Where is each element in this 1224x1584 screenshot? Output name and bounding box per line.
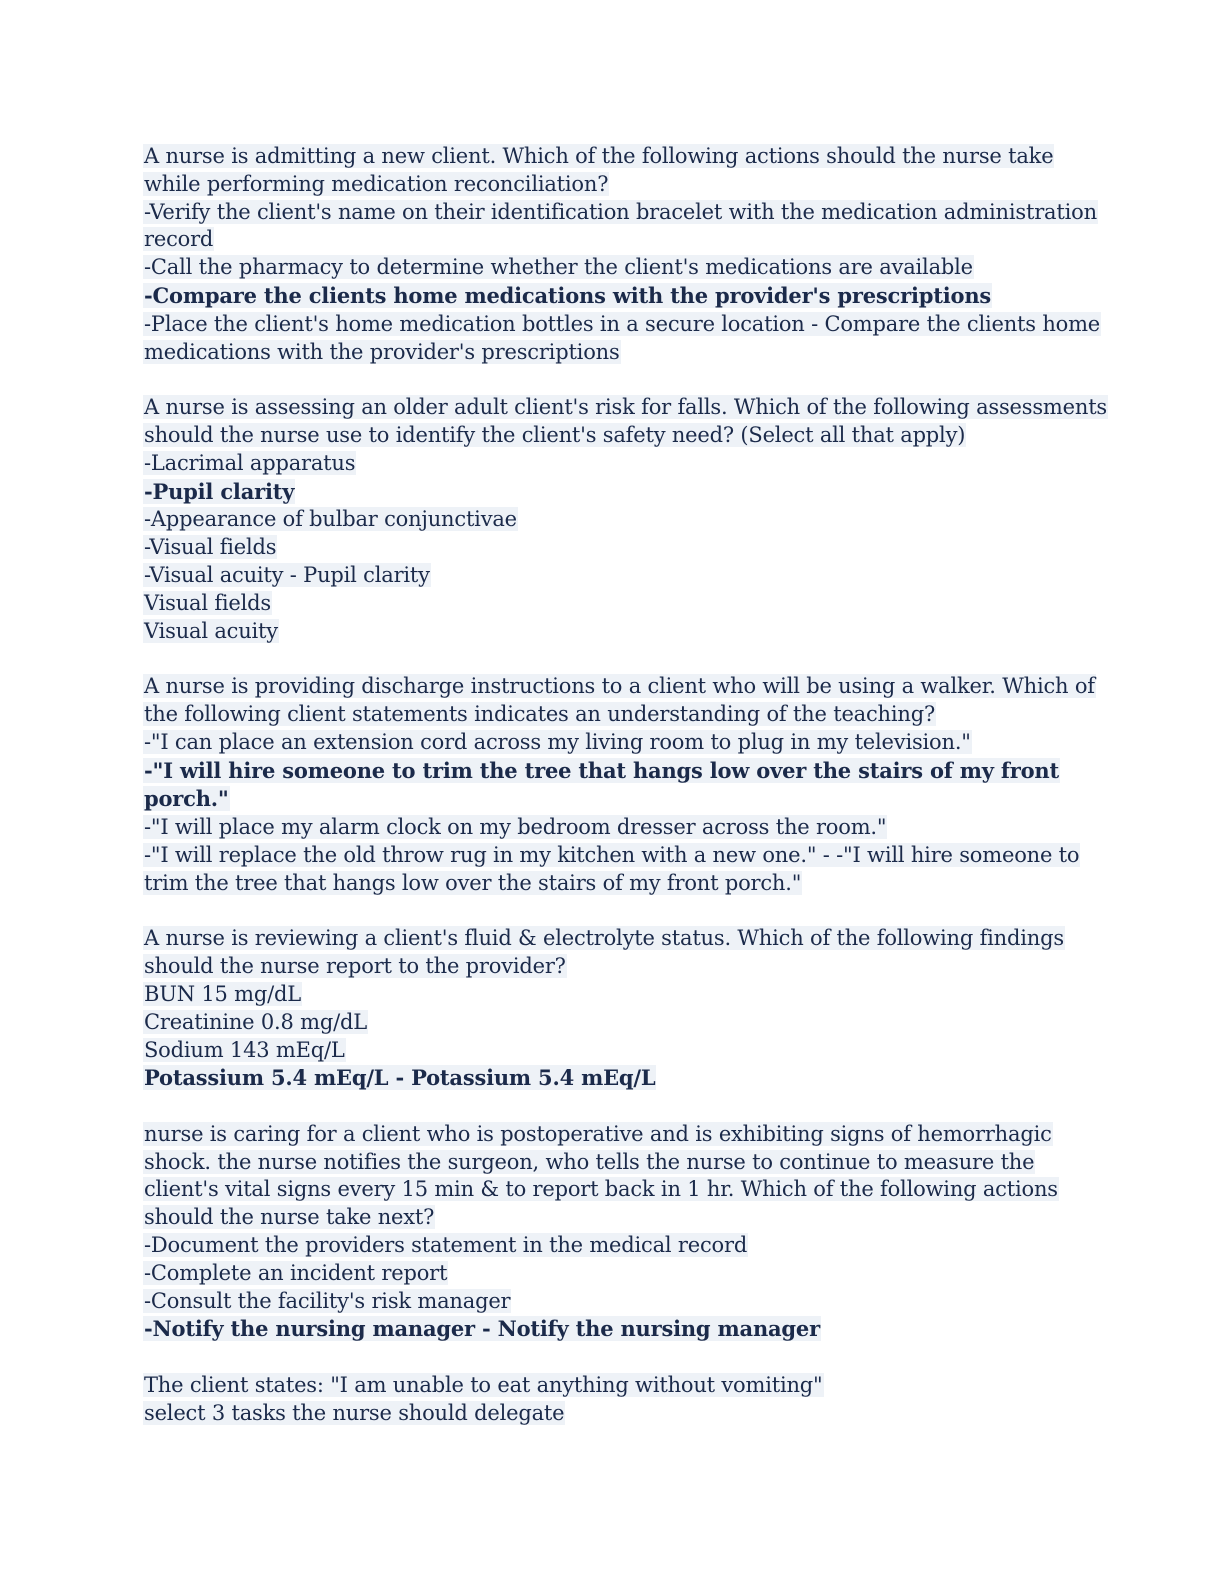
text-line xyxy=(143,1064,1083,1093)
line-text: A nurse is admitting a new client. Which of the following actions should the nurse take xyxy=(144,144,1054,168)
line-text: -"I will place my alarm clock on my bedroom dresser across the room." xyxy=(144,815,887,840)
line-text: record xyxy=(144,227,214,252)
text-line xyxy=(143,562,1083,590)
line-text: should the nurse use to identify the client's safety need? (Select all that apply) xyxy=(144,422,966,447)
line-text: -Verify the client's name on their identification bracelet with the medication administration xyxy=(144,199,1097,224)
text-line xyxy=(143,1288,1083,1316)
line-text: should the nurse take next? xyxy=(144,1205,435,1230)
text-line xyxy=(143,757,1083,786)
text-line xyxy=(143,814,1083,842)
line-text: nurse is caring for a client who is postoperative and is exhibiting signs of hemorrhagic xyxy=(144,1121,1052,1146)
text-line xyxy=(143,618,1083,646)
line-text: client's vital signs every 15 min & to report back in 1 hr. Which of the following actions xyxy=(144,1177,1058,1202)
text-line xyxy=(143,1372,1083,1400)
text-line xyxy=(143,1176,1083,1204)
line-text: -Consult the facility's risk manager xyxy=(144,1288,511,1313)
paragraph-gap xyxy=(143,645,1083,673)
answer-text: -Compare the clients home medications with the provider's prescriptions xyxy=(144,282,992,308)
line-text: medications with the provider's prescriptions xyxy=(144,339,620,364)
line-text: the following client statements indicates an understanding of the teaching? xyxy=(144,701,936,726)
line-text: -Document the providers statement in the medical record xyxy=(144,1233,748,1258)
line-text: -"I will replace the old throw rug in my kitchen with a new one." - -"I will hire someone to xyxy=(144,842,1080,867)
line-text: -Lacrimal apparatus xyxy=(144,450,356,475)
text-line xyxy=(143,729,1083,757)
line-text: The client states: "I am unable to eat anything without vomiting" xyxy=(144,1373,823,1398)
paragraph-gap xyxy=(143,898,1083,926)
text-line xyxy=(143,981,1083,1009)
line-text: BUN 15 mg/dL xyxy=(144,981,301,1006)
paragraph-gap xyxy=(143,1344,1083,1372)
text-line xyxy=(143,394,1108,422)
text-line xyxy=(143,1121,1083,1149)
paragraph-gap xyxy=(143,366,1083,394)
line-text: should the nurse report to the provider? xyxy=(144,954,566,979)
line-text: A nurse is reviewing a client's fluid & electrolyte status. Which of the following findings xyxy=(144,926,1064,951)
line-text: -"I can place an extension cord across my living room to plug in my television." xyxy=(144,729,971,754)
line-text: Sodium 143 mEq/L xyxy=(144,1037,345,1062)
answer-text: -Pupil clarity xyxy=(144,478,295,504)
line-text: -Call the pharmacy to determine whether the client's medications are available xyxy=(144,255,973,280)
text-line xyxy=(143,171,1083,199)
text-line xyxy=(143,534,1083,562)
answer-text: Potassium 5.4 mEq/L - Potassium 5.4 mEq/L xyxy=(144,1065,656,1091)
line-text: A nurse is providing discharge instructions to a client who will be using a walker. Which of xyxy=(144,674,1095,699)
text-line xyxy=(143,282,1083,311)
text-line xyxy=(143,339,1083,367)
line-text: A nurse is assessing an older adult client's risk for falls. Which of the following assessments xyxy=(144,395,1108,420)
line-text: trim the tree that hangs low over the stairs of my front porch." xyxy=(144,870,802,895)
line-text: -Place the client's home medication bottles in a secure location - Compare the clients home xyxy=(144,311,1101,336)
text-line xyxy=(143,1149,1083,1177)
line-text: select 3 tasks the nurse should delegate xyxy=(144,1400,565,1425)
text-line xyxy=(143,870,1083,898)
text-line xyxy=(143,143,1083,171)
line-text: -Complete an incident report xyxy=(144,1260,448,1285)
paragraph-gap xyxy=(143,1093,1083,1121)
text-line xyxy=(143,785,1083,814)
text-line xyxy=(143,254,1083,282)
text-line xyxy=(143,1037,1083,1065)
answer-text: -Notify the nursing manager - Notify the nursing manager xyxy=(144,1316,820,1342)
text-line xyxy=(143,1204,1083,1232)
text-line xyxy=(143,478,1083,507)
text-line xyxy=(143,842,1083,870)
text-line xyxy=(143,226,1083,254)
text-line xyxy=(143,953,1083,981)
text-line xyxy=(143,1400,1083,1428)
text-line xyxy=(143,1315,1083,1344)
line-text: Visual fields xyxy=(144,590,271,615)
line-text: shock. the nurse notifies the surgeon, who tells the nurse to continue to measure the xyxy=(144,1149,1035,1174)
text-line xyxy=(143,701,1083,729)
text-line xyxy=(143,506,1083,534)
line-text: Creatinine 0.8 mg/dL xyxy=(144,1009,367,1034)
answer-text: -"I will hire someone to trim the tree that hangs low over the stairs of my front xyxy=(144,757,1059,783)
line-text: Visual acuity xyxy=(144,618,278,643)
text-line xyxy=(143,1232,1083,1260)
text-line xyxy=(143,1009,1083,1037)
text-line xyxy=(143,673,1095,701)
line-text: -Visual acuity - Pupil clarity xyxy=(144,562,430,587)
text-line xyxy=(143,1260,1083,1288)
text-line xyxy=(143,450,1083,478)
text-line xyxy=(143,311,1101,339)
answer-text: porch." xyxy=(144,786,229,812)
line-text: while performing medication reconciliation? xyxy=(144,171,609,196)
text-line xyxy=(143,199,1097,227)
line-text: -Visual fields xyxy=(144,535,277,560)
line-text: -Appearance of bulbar conjunctivae xyxy=(144,507,517,532)
text-line xyxy=(143,422,1083,450)
text-line xyxy=(143,590,1083,618)
document-page xyxy=(143,143,1108,1428)
text-line xyxy=(143,925,1083,953)
